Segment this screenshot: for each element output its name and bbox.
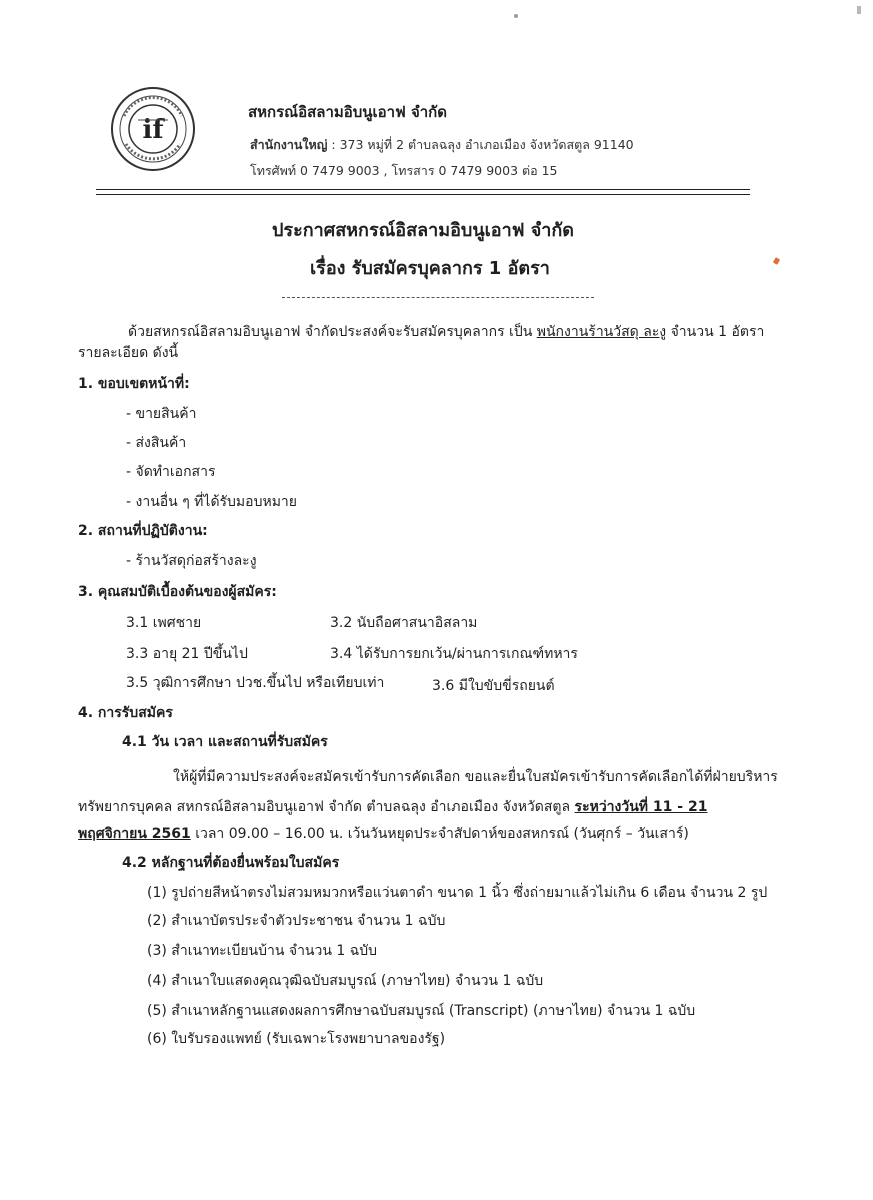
- application-place: ทรัพยากรบุคคล สหกรณ์อิสลามอิบนูเอาฟ จำกัด ตำบลฉลุง อำเภอเมือง จังหวัดสตูล: [78, 799, 575, 815]
- announcement-subject: เรื่อง รับสมัครบุคลากร 1 อัตรา: [310, 258, 550, 279]
- qualification-4: 3.4 ได้รับการยกเว้น/ผ่านการเกณฑ์ทหาร: [330, 646, 578, 662]
- qualification-3: 3.3 อายุ 21 ปีขึ้นไป: [126, 646, 248, 662]
- qualification-5: 3.5 วุฒิการศึกษา ปวช.ขึ้นไป หรือเทียบเท่า: [126, 675, 385, 691]
- qualification-1: 3.1 เพศชาย: [126, 615, 202, 631]
- section-4-1-heading: 4.1 วัน เวลา และสถานที่รับสมัคร: [122, 734, 328, 750]
- intro-paragraph-line1: [128, 321, 764, 343]
- section-2-heading: 2. สถานที่ปฏิบัติงาน:: [78, 523, 208, 539]
- required-document: (5) สำเนาหลักฐานแสดงผลการศึกษาฉบับสมบูรณ์ (Transcript) (ภาษาไทย) จำนวน 1 ฉบับ: [147, 1003, 696, 1019]
- organization-seal-logo: [110, 86, 196, 172]
- intro-count: จำนวน 1 อัตรา: [666, 324, 765, 340]
- duty-item: - จัดทำเอกสาร: [126, 464, 216, 480]
- svg-text:if: if: [142, 115, 164, 145]
- office-label: สำนักงานใหญ่: [250, 137, 328, 152]
- application-period-month: พฤศจิกายน 2561: [78, 826, 191, 842]
- title-dashed-rule: [282, 297, 594, 298]
- required-document: (3) สำเนาทะเบียนบ้าน จำนวน 1 ฉบับ: [147, 943, 378, 959]
- announcement-title: ประกาศสหกรณ์อิสลามอิบนูเอาฟ จำกัด: [272, 220, 574, 241]
- application-period-start: ระหว่างวันที่ 11 - 21: [574, 799, 708, 815]
- intro-paragraph-line2: รายละเอียด ดังนี้: [78, 345, 179, 361]
- section-4-heading: 4. การรับสมัคร: [78, 705, 173, 721]
- section-3-heading: 3. คุณสมบัติเบื้องต้นของผู้สมัคร:: [78, 584, 277, 600]
- qualification-2: 3.2 นับถือศาสนาอิสลาม: [330, 615, 478, 631]
- duty-item: - ส่งสินค้า: [126, 435, 187, 451]
- required-document: (4) สำเนาใบแสดงคุณวุฒิฉบับสมบูรณ์ (ภาษาไทย) จำนวน 1 ฉบับ: [147, 973, 544, 989]
- header-divider-bottom: [96, 194, 750, 195]
- application-hours: เวลา 09.00 – 16.00 น. เว้นวันหยุดประจำสัปดาห์ของสหกรณ์ (วันศุกร์ – วันเสาร์): [190, 826, 689, 842]
- organization-name: สหกรณ์อิสลามอิบนูเอาฟ จำกัด: [248, 103, 447, 121]
- workplace-item: - ร้านวัสดุก่อสร้างละงู: [126, 553, 257, 569]
- application-paragraph-line2: [78, 796, 707, 818]
- contact-line: โทรศัพท์ 0 7479 9003 , โทรสาร 0 7479 9003 ต่อ 15: [250, 163, 558, 178]
- header-divider-top: [96, 189, 750, 190]
- office-address: : 373 หมู่ที่ 2 ตำบลฉลุง อำเภอเมือง จังหวัดสตูล 91140: [327, 137, 634, 152]
- office-address-line: [250, 135, 634, 155]
- duty-item: - งานอื่น ๆ ที่ได้รับมอบหมาย: [126, 494, 297, 510]
- scan-speck: [514, 14, 518, 18]
- duty-item: - ขายสินค้า: [126, 406, 197, 422]
- required-document: (6) ใบรับรองแพทย์ (รับเฉพาะโรงพยาบาลของรัฐ): [147, 1031, 446, 1047]
- section-1-heading: 1. ขอบเขตหน้าที่:: [78, 376, 190, 392]
- intro-text: ด้วยสหกรณ์อิสลามอิบนูเอาฟ จำกัดประสงค์จะรับสมัครบุคลากร เป็น: [128, 324, 537, 340]
- required-document: (2) สำเนาบัตรประจำตัวประชาชน จำนวน 1 ฉบับ: [147, 913, 446, 929]
- scan-speck: [857, 6, 861, 14]
- job-position: พนักงานร้านวัสดุ ละงู: [536, 324, 667, 340]
- qualification-6: 3.6 มีใบขับขี่รถยนต์: [432, 678, 555, 694]
- scan-mark: [773, 257, 780, 265]
- application-paragraph-line1: ให้ผู้ที่มีความประสงค์จะสมัครเข้ารับการคัดเลือก ขอและยื่นใบสมัครเข้ารับการคัดเลือกได้ที่ฝ่ายบริหาร: [173, 769, 778, 785]
- section-4-2-heading: 4.2 หลักฐานที่ต้องยื่นพร้อมใบสมัคร: [122, 855, 340, 871]
- required-document: (1) รูปถ่ายสีหน้าตรงไม่สวมหมวกหรือแว่นตาดำ ขนาด 1 นิ้ว ซึ่งถ่ายมาแล้วไม่เกิน 6 เดือน จำนวน 2 รูป: [147, 885, 768, 901]
- application-paragraph-line3: [78, 823, 689, 845]
